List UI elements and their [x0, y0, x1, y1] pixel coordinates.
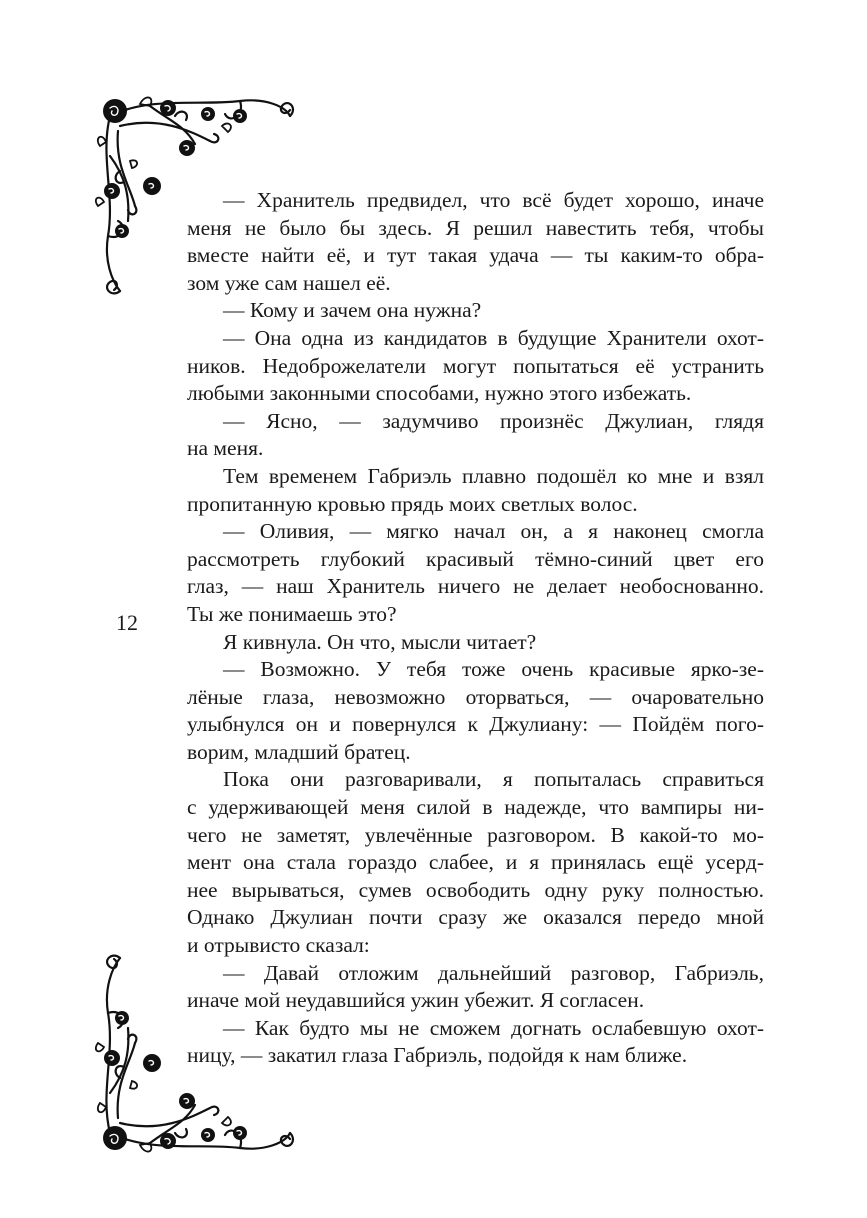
- text-line: — Давай отложим дальнейший разговор, Габриэль,: [223, 960, 764, 985]
- text-line: — Кому и зачем она нужна?: [223, 298, 482, 323]
- text-line: Пока они разговаривали, я попыталась справиться: [223, 767, 764, 792]
- text-line: с удерживающей меня силой в надежде, что вампиры ни-: [187, 795, 764, 820]
- text-line: на меня.: [187, 436, 264, 461]
- text-line: Ты же понимаешь это?: [187, 601, 397, 626]
- text-line: любыми законными способами, нужно этого избежать.: [187, 381, 692, 406]
- text-line: мент она стала гораздо слабее, и я принялась ещё усерд-: [187, 850, 764, 875]
- text-line: пропитанную кровью прядь моих светлых волос.: [187, 491, 638, 516]
- text-line: — Хранитель предвидел, что всё будет хорошо, иначе: [223, 188, 764, 212]
- text-line: Однако Джулиан почти сразу же оказался передо мной: [187, 905, 764, 930]
- text-line: Тем временем Габриэль плавно подошёл ко мне и взял: [223, 463, 764, 488]
- text-line: — Возможно. У тебя тоже очень красивые ярко-зе-: [223, 657, 764, 682]
- text-line: зом уже сам нашел её.: [187, 270, 391, 295]
- text-line: Я кивнула. Он что, мысли читает?: [223, 629, 537, 654]
- text-line: улыбнулся он и повернулся к Джулиану: — Пойдём пого-: [187, 712, 764, 737]
- text-line: ворим, младший братец.: [187, 739, 411, 764]
- body-text: [187, 187, 764, 1070]
- text-line: вместе найти её, и тут такая удача — ты каким-то обра-: [187, 243, 764, 268]
- text-line: и отрывисто сказал:: [187, 933, 370, 958]
- text-line: — Как будто мы не сможем догнать ослабевшую охот-: [223, 1015, 764, 1040]
- text-line: меня не было бы здесь. Я решил навестить тебя, чтобы: [187, 215, 764, 240]
- text-line: ницу, — закатил глаза Габриэль, подойдя к нам ближе.: [187, 1043, 688, 1068]
- text-line: нее вырываться, сумев освободить одну руку полностью.: [187, 877, 764, 902]
- text-line: ников. Недоброжелатели могут попытаться её устранить: [187, 353, 764, 378]
- text-line: — Оливия, — мягко начал он, а я наконец смогла: [223, 519, 764, 544]
- text-line: лёные глаза, невозможно оторваться, — очаровательно: [187, 684, 764, 709]
- page-number: 12: [116, 610, 138, 635]
- text-line: рассмотреть глубокий красивый тёмно-синий цвет его: [187, 546, 764, 571]
- text-line: — Она одна из кандидатов в будущие Хранители охот-: [223, 325, 764, 350]
- text-line: — Ясно, — задумчиво произнёс Джулиан, глядя: [223, 408, 764, 433]
- text-line: глаз, — наш Хранитель ничего не делает необоснованно.: [187, 574, 764, 599]
- text-line: иначе мой неудавшийся ужин убежит. Я согласен.: [187, 988, 645, 1013]
- text-line: чего не заметят, увлечённые разговором. В какой-то мо-: [187, 822, 764, 847]
